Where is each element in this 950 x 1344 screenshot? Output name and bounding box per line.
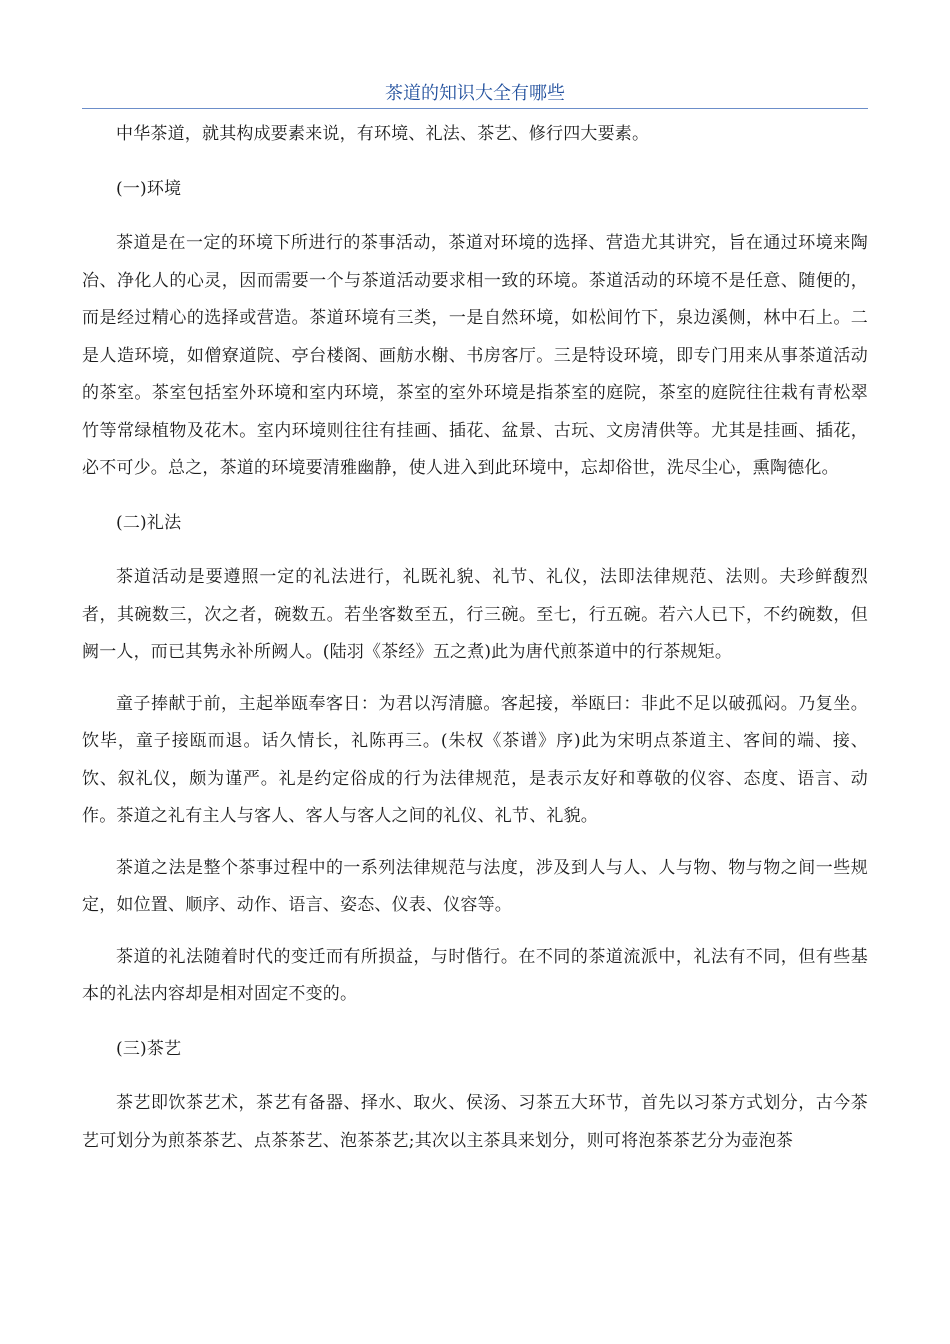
- paragraph-etiquette-1: 茶道活动是要遵照一定的礼法进行，礼既礼貌、礼节、礼仪，法即法律规范、法则。夫珍鲜馥烈者，其碗数三，次之者，碗数五。若坐客数至五，行三碗。至七，行五碗。若六人已下，不约碗数，但阙一人，而已其隽永补所阙人。(陆羽《茶经》五之煮)此为唐代煎茶道中的行茶规矩。: [82, 567, 868, 662]
- intro-paragraph: 中华茶道，就其构成要素来说，有环境、礼法、茶艺、修行四大要素。: [116, 124, 650, 144]
- paragraph-etiquette-3: 茶道之法是整个茶事过程中的一系列法律规范与法度，涉及到人与人、人与物、物与物之间一些规定，如位置、顺序、动作、语言、姿态、仪表、仪容等。: [82, 857, 868, 915]
- paragraph-etiquette-2: 童子捧献于前，主起举瓯奉客日：为君以泻清臆。客起接，举瓯曰：非此不足以破孤闷。乃复坐。饮毕，童子接瓯而退。话久情长，礼陈再三。(朱权《茶谱》序)此为宋明点茶道主、客间的端、接、饮、叙礼仪，颇为谨严。礼是约定俗成的行为法律规范，是表示友好和尊敬的仪容、态度、语言、动作。茶道之礼有主人与客人、客人与客人之间的礼仪、礼节、礼貌。: [82, 693, 868, 826]
- document-body: [82, 116, 868, 1160]
- header-divider: [82, 108, 868, 109]
- section-heading-environment: (一)环境: [116, 178, 182, 199]
- paragraph-tea-art: 茶艺即饮茶艺术，茶艺有备器、择水、取火、侯汤、习茶五大环节，首先以习茶方式划分，古今茶艺可划分为煎茶茶艺、点茶茶艺、泡茶茶艺;其次以主茶具来划分，则可将泡茶茶艺分为壶泡茶: [82, 1093, 868, 1151]
- paragraph-etiquette-4: 茶道的礼法随着时代的变迁而有所损益，与时偕行。在不同的茶道流派中，礼法有不同，但有些基本的礼法内容却是相对固定不变的。: [82, 946, 868, 1004]
- paragraph-environment: 茶道是在一定的环境下所进行的茶事活动，茶道对环境的选择、营造尤其讲究，旨在通过环境来陶冶、净化人的心灵，因而需要一个与茶道活动要求相一致的环境。茶道活动的环境不是任意、随便的，而是经过精心的选择或营造。茶道环境有三类，一是自然环境，如松间竹下，泉边溪侧，林中石上。二是人造环境，如僧寮道院、亭台楼阁、画舫水榭、书房客厅。三是特设环境，即专门用来从事茶道活动的茶室。茶室包括室外环境和室内环境，茶室的室外环境是指茶室的庭院，茶室的庭院往往栽有青松翠竹等常绿植物及花木。室内环境则往往有挂画、插花、盆景、古玩、文房清供等。尤其是挂画、插花，必不可少。总之，茶道的环境要清雅幽静，使人进入到此环境中，忘却俗世，洗尽尘心，熏陶德化。: [82, 233, 868, 478]
- page-header-title: 茶道的知识大全有哪些: [385, 83, 565, 104]
- section-heading-etiquette: (二)礼法: [116, 512, 182, 533]
- section-heading-tea-art: (三)茶艺: [116, 1038, 182, 1059]
